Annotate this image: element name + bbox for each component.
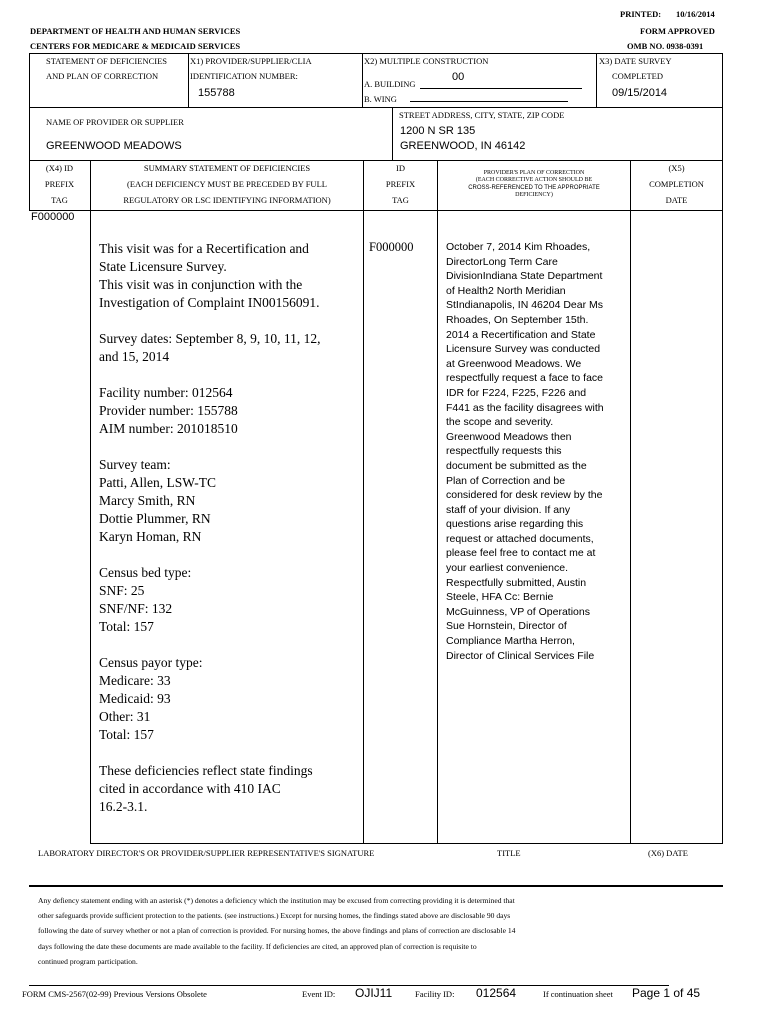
- x3-label: X3) DATE SURVEY: [599, 56, 672, 66]
- x5-header-3: DATE: [665, 195, 688, 205]
- text-line: other safeguards provide sufficient protection to the patients. (see instructions.) Except for nursing homes, the findings stated above are disclosable 90 days: [38, 911, 511, 921]
- summary-header-2: (EACH DEFICIENCY MUST BE PRECEDED BY FULL: [127, 179, 327, 189]
- facility-id-value: 012564: [476, 986, 517, 1000]
- text-line: DivisionIndiana State Department: [446, 270, 603, 283]
- text-line: This visit was for a Recertification and: [99, 241, 309, 256]
- text-line: Survey dates: September 8, 9, 10, 11, 12,: [99, 331, 321, 346]
- text-line: staff of your division. If any: [446, 503, 571, 516]
- plan-header-1: PROVIDER'S PLAN OF CORRECTION: [483, 170, 585, 176]
- left-tag: F000000: [31, 211, 75, 223]
- text-line: cited in accordance with 410 IAC: [99, 781, 281, 796]
- address-label: STREET ADDRESS, CITY, STATE, ZIP CODE: [399, 110, 565, 120]
- text-line: Compliance Martha Herron,: [446, 635, 575, 648]
- x4-header-3: TAG: [51, 195, 68, 205]
- text-line: [99, 438, 361, 456]
- text-line: Total: 157: [99, 727, 154, 742]
- completed-label: COMPLETED: [612, 71, 663, 81]
- x2-label: X2) MULTIPLE CONSTRUCTION: [364, 56, 489, 66]
- text-line: Investigation of Complaint IN00156091.: [99, 295, 320, 310]
- text-line: McGuinness, VP of Operations: [446, 605, 590, 618]
- text-line: considered for desk review by the: [446, 489, 603, 502]
- address-line-1: 1200 N SR 135: [400, 125, 476, 137]
- title-label: TITLE: [497, 848, 521, 858]
- x1-label-2: IDENTIFICATION NUMBER:: [190, 71, 298, 81]
- text-line: respectfully request a face to face: [446, 372, 604, 385]
- text-line: Survey team:: [99, 457, 171, 472]
- address-line-2: GREENWOOD, IN 46142: [400, 140, 526, 152]
- text-line: 2014 a Recertification and State: [446, 328, 596, 341]
- plan-header-2: (EACH CORRECTIVE ACTION SHOULD BE: [475, 177, 593, 184]
- text-line: respectfully requests this: [446, 445, 562, 458]
- statement-label-1: STATEMENT OF DEFICIENCIES: [46, 56, 168, 66]
- text-line: Provider number: 155788: [99, 403, 238, 418]
- x4-header-1: (X4) ID: [45, 163, 74, 173]
- text-line: Marcy Smith, RN: [99, 493, 196, 508]
- printed-label: PRINTED:: [620, 9, 662, 19]
- text-line: please feel free to contact me at: [446, 547, 596, 560]
- text-line: Karyn Homan, RN: [99, 529, 202, 544]
- center-name: CENTERS FOR MEDICARE & MEDICAID SERVICES: [30, 41, 241, 51]
- signature-label: LABORATORY DIRECTOR'S OR PROVIDER/SUPPLIER REPRESENTATIVE'S SIGNATURE: [38, 848, 375, 858]
- page-number: Page 1 of 45: [632, 986, 701, 1000]
- text-line: IDR for F224, F225, F226 and: [446, 386, 587, 399]
- text-line: Census payor type:: [99, 655, 203, 670]
- x4-header-2: PREFIX: [44, 179, 75, 189]
- text-line: [99, 366, 361, 384]
- date-label: (X6) DATE: [648, 848, 688, 858]
- event-id-label: Event ID:: [302, 989, 336, 999]
- statement-label-2: AND PLAN OF CORRECTION: [46, 71, 159, 81]
- text-line: State Licensure Survey.: [99, 259, 227, 274]
- text-line: Rhoades, On September 15th.: [446, 313, 589, 326]
- text-line: Dottie Plummer, RN: [99, 511, 211, 526]
- text-line: Plan of Correction and be: [446, 474, 566, 487]
- provider-name: GREENWOOD MEADOWS: [46, 140, 182, 152]
- text-line: the scope and severity.: [446, 416, 554, 429]
- summary-header-3: REGULATORY OR LSC IDENTIFYING INFORMATION): [123, 195, 331, 205]
- provider-number: 155788: [198, 87, 235, 99]
- text-line: Steele, HFA Cc: Bernie: [446, 591, 554, 604]
- id-header-3: TAG: [392, 195, 409, 205]
- provider-name-label: NAME OF PROVIDER OR SUPPLIER: [46, 117, 184, 127]
- text-line: at Greenwood Meadows. We: [446, 357, 582, 370]
- text-line: Sue Hornstein, Director of: [446, 620, 567, 633]
- text-line: SNF/NF: 132: [99, 601, 173, 616]
- text-line: F441 as the facility disagrees with: [446, 401, 604, 414]
- text-line: SNF: 25: [99, 583, 145, 598]
- wing-label: B. WING: [364, 94, 397, 104]
- text-line: October 7, 2014 Kim Rhoades,: [446, 241, 591, 253]
- text-line: days following the date these documents are made available to the facility. If deficiencies are cited, an approved plan of correction is requisite to: [38, 941, 477, 951]
- form-approved: FORM APPROVED: [640, 26, 715, 36]
- text-line: DirectorLong Term Care: [446, 255, 558, 268]
- text-line: Census bed type:: [99, 565, 192, 580]
- text-line: StIndianapolis, IN 46204 Dear Ms: [446, 299, 604, 312]
- disclaimer: [38, 893, 718, 969]
- text-line: Respectfully submitted, Austin: [446, 576, 587, 589]
- text-line: and 15, 2014: [99, 349, 170, 364]
- text-line: Patti, Allen, LSW-TC: [99, 475, 216, 490]
- text-line: continued program participation.: [38, 956, 138, 966]
- facility-id-label: Facility ID:: [415, 989, 455, 999]
- text-line: Facility number: 012564: [99, 385, 233, 400]
- text-line: This visit was in conjunction with the: [99, 277, 303, 292]
- footer-rule: [29, 985, 669, 986]
- form-number: FORM CMS-2567(02-99) Previous Versions Obsolete: [22, 989, 207, 999]
- text-line: request or attached documents,: [446, 532, 594, 545]
- omb-number: OMB NO. 0938-0391: [627, 41, 704, 51]
- plan-header-3: CROSS-REFERENCED TO THE APPROPRIATE: [468, 184, 600, 191]
- text-line: Medicare: 33: [99, 673, 171, 688]
- text-line: [99, 312, 361, 330]
- text-line: Licensure Survey was conducted: [446, 343, 601, 356]
- text-line: your earliest convenience.: [446, 562, 568, 575]
- plan-header: [438, 170, 630, 200]
- text-line: AIM number: 201018510: [99, 421, 238, 436]
- x5-header-2: COMPLETION: [649, 179, 704, 189]
- x5-header-1: (X5): [668, 163, 685, 173]
- text-line: Director of Clinical Services File: [446, 649, 595, 662]
- text-line: 16.2-3.1.: [99, 799, 148, 814]
- text-line: Greenwood Meadows then: [446, 430, 572, 443]
- text-line: of Health2 North Meridian: [446, 284, 566, 297]
- text-line: [99, 546, 361, 564]
- id-header-1: ID: [396, 163, 405, 173]
- text-line: Medicaid: 93: [99, 691, 171, 706]
- continuation-label: If continuation sheet: [543, 989, 613, 999]
- summary-text: [99, 240, 361, 816]
- id-header-2: PREFIX: [385, 179, 416, 189]
- text-line: [99, 744, 361, 762]
- building-label: A. BUILDING: [364, 79, 416, 89]
- text-line: Other: 31: [99, 709, 151, 724]
- text-line: [99, 636, 361, 654]
- x1-label-1: X1) PROVIDER/SUPPLIER/CLIA: [190, 56, 312, 66]
- id-tag: F000000: [369, 240, 414, 254]
- text-line: Any defiency statement ending with an asterisk (*) denotes a deficiency which the institution may be excused from correcting providing it is determined that: [38, 896, 515, 905]
- plan-text: [446, 240, 628, 663]
- signature-rule: [29, 885, 723, 887]
- text-line: document be submitted as the: [446, 459, 587, 472]
- text-line: following the date of survey whether or not a plan of correction is provided. For nursing homes, the above findings and plans of correction are disclosable 14: [38, 926, 516, 936]
- text-line: questions arise regarding this: [446, 518, 584, 531]
- event-id-value: OJIJ11: [355, 986, 393, 1000]
- printed-date: 10/16/2014: [676, 9, 715, 19]
- text-line: These deficiencies reflect state findings: [99, 763, 313, 778]
- survey-date: 09/15/2014: [612, 87, 668, 99]
- building-value: 00: [452, 71, 465, 83]
- agency-name: DEPARTMENT OF HEALTH AND HUMAN SERVICES: [30, 26, 241, 36]
- summary-header-1: SUMMARY STATEMENT OF DEFICIENCIES: [143, 163, 311, 173]
- plan-header-4: DEFICIENCY): [515, 192, 553, 199]
- text-line: Total: 157: [99, 619, 154, 634]
